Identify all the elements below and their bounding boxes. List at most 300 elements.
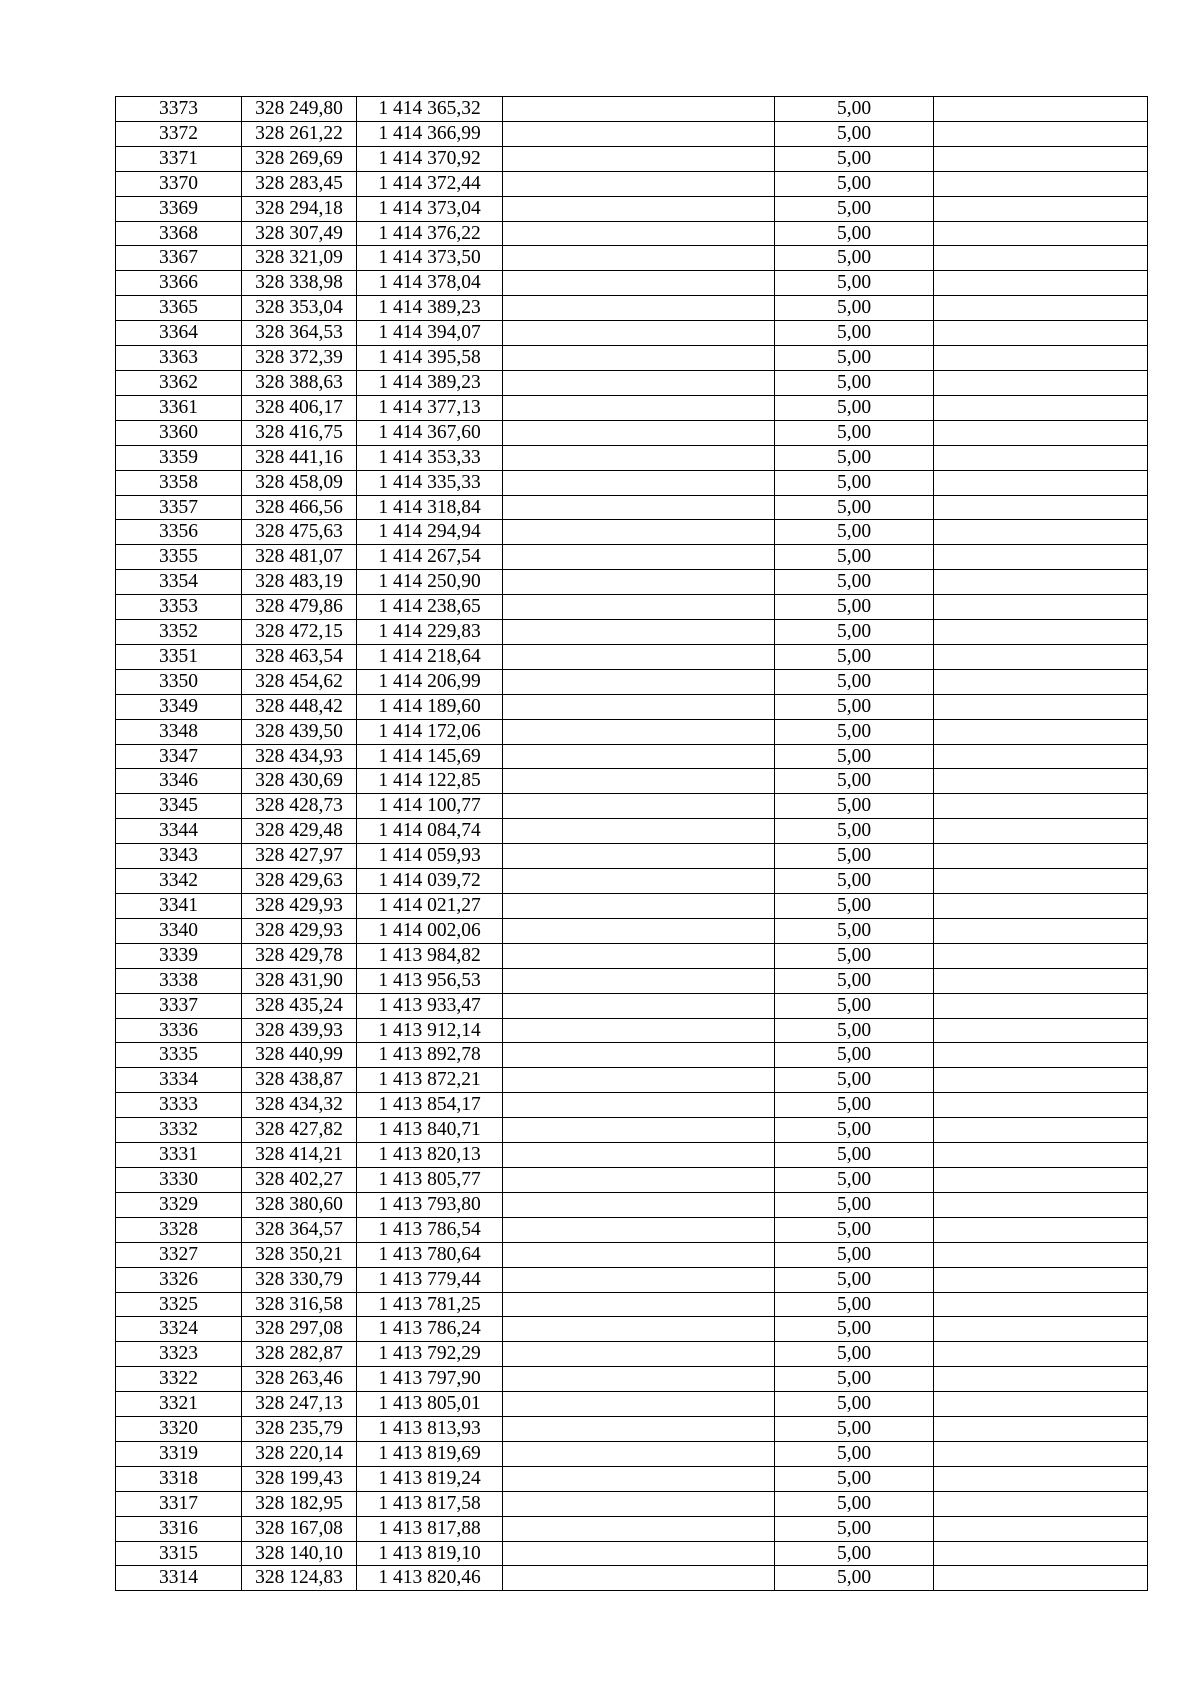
empty-cell	[934, 943, 1148, 968]
y-coordinate-cell: 1 413 840,71	[357, 1118, 503, 1143]
point-number-cell: 3347	[116, 744, 242, 769]
point-number-cell: 3360	[116, 420, 242, 445]
value-cell: 5,00	[775, 196, 934, 221]
value-cell: 5,00	[775, 1491, 934, 1516]
point-number-cell: 3339	[116, 943, 242, 968]
x-coordinate-cell: 328 434,32	[242, 1093, 357, 1118]
x-coordinate-cell: 328 428,73	[242, 794, 357, 819]
empty-cell	[934, 1541, 1148, 1566]
x-coordinate-cell: 328 140,10	[242, 1541, 357, 1566]
value-cell: 5,00	[775, 296, 934, 321]
empty-cell	[503, 1043, 775, 1068]
point-number-cell: 3367	[116, 246, 242, 271]
x-coordinate-cell: 328 441,16	[242, 445, 357, 470]
y-coordinate-cell: 1 414 218,64	[357, 644, 503, 669]
point-number-cell: 3329	[116, 1192, 242, 1217]
x-coordinate-cell: 328 448,42	[242, 694, 357, 719]
table-row	[116, 1342, 1148, 1367]
value-cell: 5,00	[775, 545, 934, 570]
value-cell: 5,00	[775, 694, 934, 719]
x-coordinate-cell: 328 463,54	[242, 644, 357, 669]
value-cell: 5,00	[775, 644, 934, 669]
point-number-cell: 3331	[116, 1143, 242, 1168]
empty-cell	[503, 943, 775, 968]
y-coordinate-cell: 1 414 389,23	[357, 370, 503, 395]
value-cell: 5,00	[775, 1192, 934, 1217]
y-coordinate-cell: 1 414 250,90	[357, 570, 503, 595]
empty-cell	[503, 196, 775, 221]
point-number-cell: 3364	[116, 321, 242, 346]
empty-cell	[503, 1566, 775, 1591]
y-coordinate-cell: 1 414 172,06	[357, 719, 503, 744]
point-number-cell: 3371	[116, 146, 242, 171]
value-cell: 5,00	[775, 894, 934, 919]
table-row	[116, 669, 1148, 694]
empty-cell	[503, 146, 775, 171]
value-cell: 5,00	[775, 121, 934, 146]
empty-cell	[503, 1541, 775, 1566]
table-row	[116, 1018, 1148, 1043]
empty-cell	[503, 844, 775, 869]
y-coordinate-cell: 1 414 365,32	[357, 97, 503, 122]
point-number-cell: 3330	[116, 1167, 242, 1192]
value-cell: 5,00	[775, 346, 934, 371]
value-cell: 5,00	[775, 1466, 934, 1491]
point-number-cell: 3342	[116, 869, 242, 894]
point-number-cell: 3356	[116, 520, 242, 545]
table-row	[116, 420, 1148, 445]
empty-cell	[934, 1267, 1148, 1292]
y-coordinate-cell: 1 414 039,72	[357, 869, 503, 894]
y-coordinate-cell: 1 414 335,33	[357, 470, 503, 495]
empty-cell	[503, 993, 775, 1018]
empty-cell	[503, 1466, 775, 1491]
y-coordinate-cell: 1 414 145,69	[357, 744, 503, 769]
empty-cell	[934, 420, 1148, 445]
table-row	[116, 769, 1148, 794]
table-row	[116, 296, 1148, 321]
empty-cell	[503, 1342, 775, 1367]
point-number-cell: 3335	[116, 1043, 242, 1068]
y-coordinate-cell: 1 414 238,65	[357, 595, 503, 620]
empty-cell	[503, 1441, 775, 1466]
x-coordinate-cell: 328 472,15	[242, 620, 357, 645]
empty-cell	[934, 1242, 1148, 1267]
empty-cell	[934, 370, 1148, 395]
table-row	[116, 1541, 1148, 1566]
empty-cell	[934, 221, 1148, 246]
y-coordinate-cell: 1 413 819,24	[357, 1466, 503, 1491]
y-coordinate-cell: 1 414 122,85	[357, 769, 503, 794]
value-cell: 5,00	[775, 595, 934, 620]
point-number-cell: 3322	[116, 1367, 242, 1392]
empty-cell	[934, 171, 1148, 196]
value-cell: 5,00	[775, 844, 934, 869]
value-cell: 5,00	[775, 794, 934, 819]
y-coordinate-cell: 1 413 786,54	[357, 1217, 503, 1242]
y-coordinate-cell: 1 414 267,54	[357, 545, 503, 570]
table-row	[116, 943, 1148, 968]
table-row	[116, 321, 1148, 346]
empty-cell	[503, 968, 775, 993]
empty-cell	[934, 570, 1148, 595]
empty-cell	[503, 744, 775, 769]
x-coordinate-cell: 328 458,09	[242, 470, 357, 495]
y-coordinate-cell: 1 414 318,84	[357, 495, 503, 520]
value-cell: 5,00	[775, 819, 934, 844]
empty-cell	[503, 1167, 775, 1192]
empty-cell	[934, 1018, 1148, 1043]
x-coordinate-cell: 328 430,69	[242, 769, 357, 794]
value-cell: 5,00	[775, 1292, 934, 1317]
empty-cell	[503, 321, 775, 346]
x-coordinate-cell: 328 434,93	[242, 744, 357, 769]
x-coordinate-cell: 328 431,90	[242, 968, 357, 993]
empty-cell	[934, 1167, 1148, 1192]
empty-cell	[503, 296, 775, 321]
point-number-cell: 3340	[116, 918, 242, 943]
x-coordinate-cell: 328 338,98	[242, 271, 357, 296]
y-coordinate-cell: 1 413 781,25	[357, 1292, 503, 1317]
x-coordinate-cell: 328 429,78	[242, 943, 357, 968]
empty-cell	[934, 271, 1148, 296]
table-row	[116, 246, 1148, 271]
empty-cell	[934, 694, 1148, 719]
point-number-cell: 3366	[116, 271, 242, 296]
value-cell: 5,00	[775, 1068, 934, 1093]
x-coordinate-cell: 328 247,13	[242, 1392, 357, 1417]
empty-cell	[503, 918, 775, 943]
y-coordinate-cell: 1 413 984,82	[357, 943, 503, 968]
value-cell: 5,00	[775, 744, 934, 769]
value-cell: 5,00	[775, 1317, 934, 1342]
empty-cell	[934, 520, 1148, 545]
x-coordinate-cell: 328 199,43	[242, 1466, 357, 1491]
y-coordinate-cell: 1 413 817,88	[357, 1516, 503, 1541]
empty-cell	[934, 1118, 1148, 1143]
point-number-cell: 3319	[116, 1441, 242, 1466]
x-coordinate-cell: 328 364,53	[242, 321, 357, 346]
value-cell: 5,00	[775, 1143, 934, 1168]
value-cell: 5,00	[775, 1267, 934, 1292]
empty-cell	[934, 869, 1148, 894]
value-cell: 5,00	[775, 1167, 934, 1192]
empty-cell	[503, 420, 775, 445]
value-cell: 5,00	[775, 918, 934, 943]
y-coordinate-cell: 1 413 912,14	[357, 1018, 503, 1043]
x-coordinate-cell: 328 475,63	[242, 520, 357, 545]
point-number-cell: 3338	[116, 968, 242, 993]
x-coordinate-cell: 328 481,07	[242, 545, 357, 570]
value-cell: 5,00	[775, 1093, 934, 1118]
point-number-cell: 3315	[116, 1541, 242, 1566]
point-number-cell: 3324	[116, 1317, 242, 1342]
empty-cell	[503, 1417, 775, 1442]
value-cell: 5,00	[775, 570, 934, 595]
table-row	[116, 719, 1148, 744]
x-coordinate-cell: 328 429,93	[242, 918, 357, 943]
value-cell: 5,00	[775, 769, 934, 794]
x-coordinate-cell: 328 353,04	[242, 296, 357, 321]
empty-cell	[503, 97, 775, 122]
y-coordinate-cell: 1 414 084,74	[357, 819, 503, 844]
empty-cell	[934, 545, 1148, 570]
x-coordinate-cell: 328 429,63	[242, 869, 357, 894]
empty-cell	[503, 819, 775, 844]
empty-cell	[934, 644, 1148, 669]
y-coordinate-cell: 1 413 805,01	[357, 1392, 503, 1417]
point-number-cell: 3318	[116, 1466, 242, 1491]
y-coordinate-cell: 1 414 376,22	[357, 221, 503, 246]
x-coordinate-cell: 328 429,93	[242, 894, 357, 919]
table-row	[116, 1516, 1148, 1541]
x-coordinate-cell: 328 249,80	[242, 97, 357, 122]
point-number-cell: 3358	[116, 470, 242, 495]
y-coordinate-cell: 1 413 933,47	[357, 993, 503, 1018]
y-coordinate-cell: 1 414 370,92	[357, 146, 503, 171]
table-row	[116, 545, 1148, 570]
empty-cell	[934, 470, 1148, 495]
empty-cell	[934, 769, 1148, 794]
value-cell: 5,00	[775, 1541, 934, 1566]
value-cell: 5,00	[775, 1118, 934, 1143]
point-number-cell: 3333	[116, 1093, 242, 1118]
x-coordinate-cell: 328 364,57	[242, 1217, 357, 1242]
point-number-cell: 3368	[116, 221, 242, 246]
point-number-cell: 3348	[116, 719, 242, 744]
value-cell: 5,00	[775, 520, 934, 545]
empty-cell	[503, 669, 775, 694]
empty-cell	[503, 495, 775, 520]
table-row	[116, 171, 1148, 196]
x-coordinate-cell: 328 380,60	[242, 1192, 357, 1217]
y-coordinate-cell: 1 414 378,04	[357, 271, 503, 296]
x-coordinate-cell: 328 435,24	[242, 993, 357, 1018]
table-row	[116, 894, 1148, 919]
value-cell: 5,00	[775, 669, 934, 694]
empty-cell	[934, 819, 1148, 844]
value-cell: 5,00	[775, 620, 934, 645]
value-cell: 5,00	[775, 171, 934, 196]
empty-cell	[934, 918, 1148, 943]
y-coordinate-cell: 1 413 786,24	[357, 1317, 503, 1342]
y-coordinate-cell: 1 414 294,94	[357, 520, 503, 545]
y-coordinate-cell: 1 413 854,17	[357, 1093, 503, 1118]
table-row	[116, 694, 1148, 719]
empty-cell	[934, 1068, 1148, 1093]
table-row	[116, 520, 1148, 545]
empty-cell	[934, 1317, 1148, 1342]
value-cell: 5,00	[775, 445, 934, 470]
x-coordinate-cell: 328 402,27	[242, 1167, 357, 1192]
table-row	[116, 97, 1148, 122]
table-row	[116, 1441, 1148, 1466]
table-row	[116, 620, 1148, 645]
empty-cell	[934, 894, 1148, 919]
value-cell: 5,00	[775, 719, 934, 744]
x-coordinate-cell: 328 220,14	[242, 1441, 357, 1466]
table-row	[116, 1491, 1148, 1516]
empty-cell	[503, 694, 775, 719]
empty-cell	[503, 719, 775, 744]
x-coordinate-cell: 328 466,56	[242, 495, 357, 520]
value-cell: 5,00	[775, 1566, 934, 1591]
x-coordinate-cell: 328 350,21	[242, 1242, 357, 1267]
empty-cell	[503, 769, 775, 794]
y-coordinate-cell: 1 414 002,06	[357, 918, 503, 943]
point-number-cell: 3316	[116, 1516, 242, 1541]
x-coordinate-cell: 328 427,82	[242, 1118, 357, 1143]
empty-cell	[503, 1217, 775, 1242]
empty-cell	[503, 1068, 775, 1093]
empty-cell	[503, 370, 775, 395]
empty-cell	[503, 346, 775, 371]
value-cell: 5,00	[775, 246, 934, 271]
value-cell: 5,00	[775, 869, 934, 894]
value-cell: 5,00	[775, 420, 934, 445]
table-row	[116, 993, 1148, 1018]
empty-cell	[934, 1093, 1148, 1118]
y-coordinate-cell: 1 414 206,99	[357, 669, 503, 694]
value-cell: 5,00	[775, 146, 934, 171]
x-coordinate-cell: 328 440,99	[242, 1043, 357, 1068]
empty-cell	[503, 570, 775, 595]
empty-cell	[503, 869, 775, 894]
value-cell: 5,00	[775, 97, 934, 122]
empty-cell	[934, 146, 1148, 171]
table-row	[116, 968, 1148, 993]
empty-cell	[934, 97, 1148, 122]
y-coordinate-cell: 1 413 797,90	[357, 1367, 503, 1392]
x-coordinate-cell: 328 406,17	[242, 395, 357, 420]
empty-cell	[503, 1143, 775, 1168]
value-cell: 5,00	[775, 495, 934, 520]
value-cell: 5,00	[775, 1392, 934, 1417]
table-row	[116, 395, 1148, 420]
empty-cell	[934, 1566, 1148, 1591]
y-coordinate-cell: 1 413 805,77	[357, 1167, 503, 1192]
table-row	[116, 869, 1148, 894]
y-coordinate-cell: 1 414 100,77	[357, 794, 503, 819]
value-cell: 5,00	[775, 1516, 934, 1541]
point-number-cell: 3337	[116, 993, 242, 1018]
empty-cell	[503, 1392, 775, 1417]
y-coordinate-cell: 1 413 779,44	[357, 1267, 503, 1292]
table-row	[116, 445, 1148, 470]
empty-cell	[934, 1441, 1148, 1466]
empty-cell	[934, 595, 1148, 620]
y-coordinate-cell: 1 413 819,69	[357, 1441, 503, 1466]
table-row	[116, 1466, 1148, 1491]
empty-cell	[934, 844, 1148, 869]
empty-cell	[503, 1292, 775, 1317]
x-coordinate-cell: 328 427,97	[242, 844, 357, 869]
table-row	[116, 1192, 1148, 1217]
empty-cell	[934, 1292, 1148, 1317]
empty-cell	[503, 545, 775, 570]
point-number-cell: 3345	[116, 794, 242, 819]
point-number-cell: 3344	[116, 819, 242, 844]
point-number-cell: 3323	[116, 1342, 242, 1367]
y-coordinate-cell: 1 413 956,53	[357, 968, 503, 993]
empty-cell	[934, 1491, 1148, 1516]
empty-cell	[934, 296, 1148, 321]
y-coordinate-cell: 1 414 373,04	[357, 196, 503, 221]
point-number-cell: 3328	[116, 1217, 242, 1242]
empty-cell	[934, 1367, 1148, 1392]
point-number-cell: 3350	[116, 669, 242, 694]
table-row	[116, 819, 1148, 844]
empty-cell	[503, 1192, 775, 1217]
value-cell: 5,00	[775, 321, 934, 346]
x-coordinate-cell: 328 182,95	[242, 1491, 357, 1516]
y-coordinate-cell: 1 413 780,64	[357, 1242, 503, 1267]
empty-cell	[503, 620, 775, 645]
empty-cell	[934, 1466, 1148, 1491]
table-row	[116, 570, 1148, 595]
table-row	[116, 918, 1148, 943]
value-cell: 5,00	[775, 968, 934, 993]
point-number-cell: 3343	[116, 844, 242, 869]
empty-cell	[934, 495, 1148, 520]
value-cell: 5,00	[775, 1417, 934, 1442]
point-number-cell: 3346	[116, 769, 242, 794]
empty-cell	[934, 121, 1148, 146]
x-coordinate-cell: 328 167,08	[242, 1516, 357, 1541]
table-row	[116, 221, 1148, 246]
value-cell: 5,00	[775, 1367, 934, 1392]
empty-cell	[934, 1043, 1148, 1068]
table-row	[116, 1068, 1148, 1093]
table-row	[116, 470, 1148, 495]
empty-cell	[934, 246, 1148, 271]
point-number-cell: 3336	[116, 1018, 242, 1043]
x-coordinate-cell: 328 316,58	[242, 1292, 357, 1317]
empty-cell	[934, 1516, 1148, 1541]
x-coordinate-cell: 328 438,87	[242, 1068, 357, 1093]
y-coordinate-cell: 1 414 389,23	[357, 296, 503, 321]
table-row	[116, 1292, 1148, 1317]
empty-cell	[934, 1143, 1148, 1168]
x-coordinate-cell: 328 283,45	[242, 171, 357, 196]
x-coordinate-cell: 328 416,75	[242, 420, 357, 445]
value-cell: 5,00	[775, 1342, 934, 1367]
x-coordinate-cell: 328 330,79	[242, 1267, 357, 1292]
value-cell: 5,00	[775, 943, 934, 968]
empty-cell	[503, 644, 775, 669]
point-number-cell: 3372	[116, 121, 242, 146]
x-coordinate-cell: 328 479,86	[242, 595, 357, 620]
table-row	[116, 1167, 1148, 1192]
value-cell: 5,00	[775, 370, 934, 395]
y-coordinate-cell: 1 414 229,83	[357, 620, 503, 645]
point-number-cell: 3355	[116, 545, 242, 570]
y-coordinate-cell: 1 414 367,60	[357, 420, 503, 445]
empty-cell	[503, 794, 775, 819]
x-coordinate-cell: 328 439,50	[242, 719, 357, 744]
point-number-cell: 3349	[116, 694, 242, 719]
empty-cell	[503, 221, 775, 246]
y-coordinate-cell: 1 413 819,10	[357, 1541, 503, 1566]
empty-cell	[934, 1342, 1148, 1367]
empty-cell	[503, 395, 775, 420]
point-number-cell: 3363	[116, 346, 242, 371]
y-coordinate-cell: 1 414 373,50	[357, 246, 503, 271]
point-number-cell: 3365	[116, 296, 242, 321]
x-coordinate-cell: 328 235,79	[242, 1417, 357, 1442]
x-coordinate-cell: 328 414,21	[242, 1143, 357, 1168]
empty-cell	[934, 669, 1148, 694]
